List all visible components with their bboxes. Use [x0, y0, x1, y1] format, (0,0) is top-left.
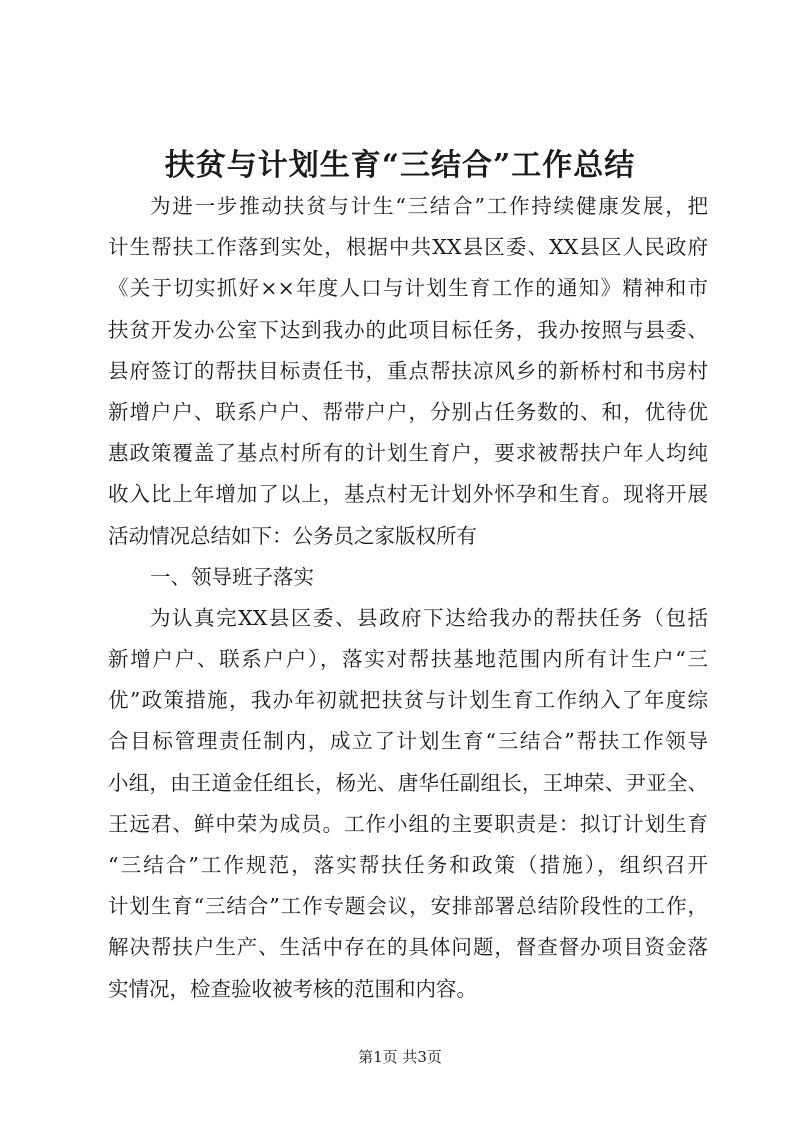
body-line: 收入比上年增加了以上，基点村无计划外怀孕和生育。现将开展 [108, 482, 708, 507]
body-line: 新增户户、联系户户），落实对帮扶基地范围内所有计生户“三 [108, 647, 708, 672]
body-line: 计生帮扶工作落到实处，根据中共XX县区委、XX县区人民政府 [108, 235, 708, 260]
body-line: 优”政策措施，我办年初就把扶贫与计划生育工作纳入了年度综 [108, 688, 708, 713]
body-line: 活动情况总结如下：公务员之家版权所有 [108, 523, 477, 548]
body-line: 解决帮扶户生产、生活中存在的具体问题，督查督办项目资金落 [108, 935, 708, 960]
body-line: 惠政策覆盖了基点村所有的计划生育户，要求被帮扶户年人均纯 [108, 441, 708, 466]
body-line: 新增户户、联系户户、帮带户户，分别占任务数的、和，优待优 [108, 399, 708, 424]
body-line: 小组，由王道金任组长，杨光、唐华任副组长，王坤荣、尹亚全、 [108, 770, 708, 795]
body-line: 实情况，检查验收被考核的范围和内容。 [108, 976, 477, 1001]
page-footer: 第1页 共3页 [358, 1048, 442, 1066]
section-heading: 一、领导班子落实 [150, 564, 314, 589]
body-line: 《关于切实抓好××年度人口与计划生育工作的通知》精神和市 [108, 276, 708, 301]
body-line: 王远君、鲜中荣为成员。工作小组的主要职责是：拟订计划生育 [108, 811, 708, 836]
body-line: 县府签订的帮扶目标责任书，重点帮扶凉风乡的新桥村和书房村 [108, 358, 708, 383]
body-line: 扶贫开发办公室下达到我办的此项目标任务，我办按照与县委、 [108, 317, 708, 342]
body-line: 为进一步推动扶贫与计生“三结合”工作持续健康发展，把 [150, 194, 708, 218]
body-line: 计划生育“三结合”工作专题会议，安排部署总结阶段性的工作， [108, 894, 708, 919]
body-line: 为认真完XX县区委、县政府下达给我办的帮扶任务（包括 [150, 605, 708, 630]
document-body [108, 186, 708, 1010]
body-line: “三结合”工作规范，落实帮扶任务和政策（措施），组织召开 [108, 853, 708, 877]
body-line: 合目标管理责任制内，成立了计划生育“三结合”帮扶工作领导 [108, 729, 708, 754]
document-title: 扶贫与计划生育“三结合”工作总结 [164, 148, 636, 183]
